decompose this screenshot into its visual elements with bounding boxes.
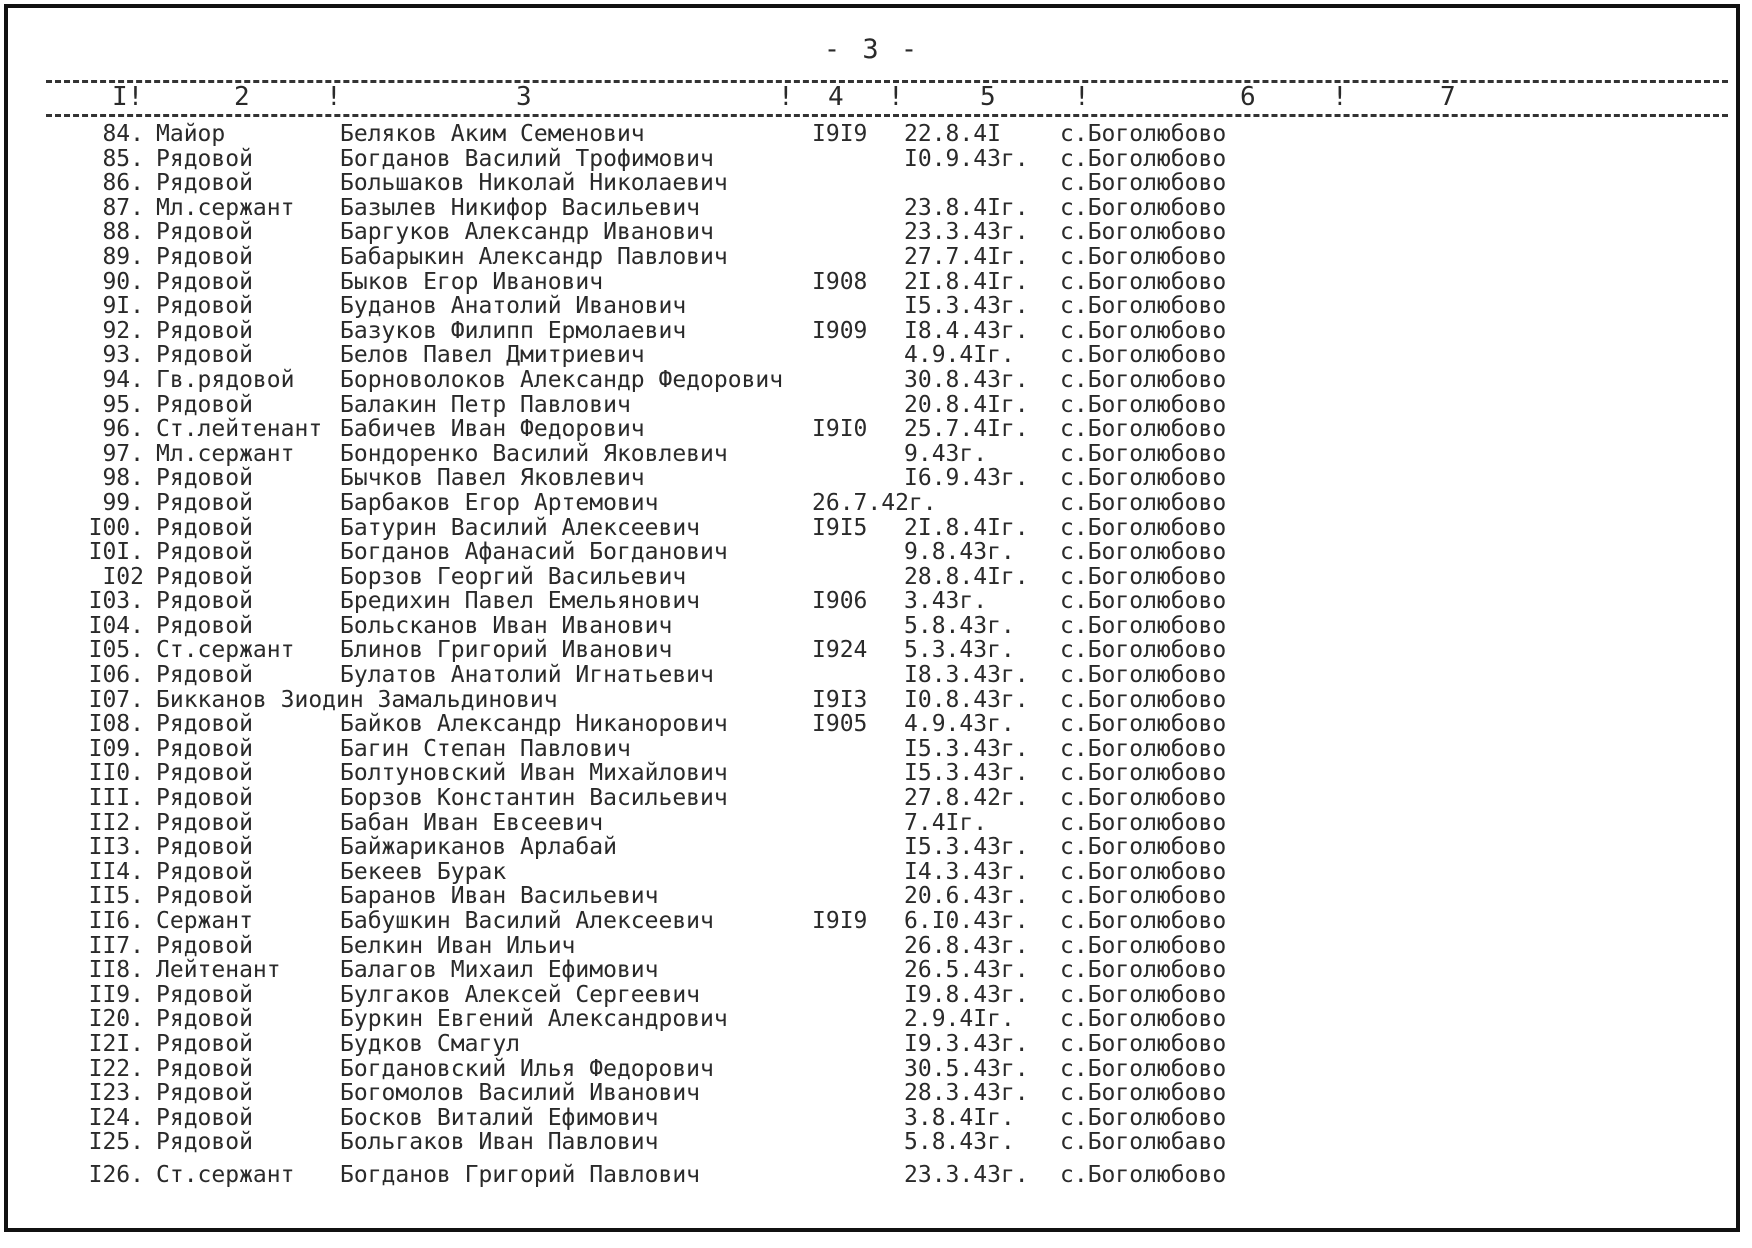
- table-row: [8, 245, 1736, 270]
- row-number: II6.: [88, 908, 144, 934]
- col-header-6: 6: [1240, 82, 1256, 112]
- name-cell: Босков Виталий Ефимович: [340, 1104, 659, 1131]
- table-row: [8, 122, 1736, 147]
- rank-cell: Ст.лейтенант: [156, 416, 323, 443]
- table-row: [8, 270, 1736, 295]
- col-header-sep: !: [326, 82, 342, 112]
- header-bottom-dashes: [46, 114, 1728, 117]
- place-cell: с.Боголюбово: [1060, 957, 1227, 984]
- place-cell: с.Боголюбово: [1060, 416, 1227, 443]
- place-cell: с.Боголюбово: [1060, 981, 1227, 1008]
- place-cell: с.Боголюбово: [1060, 735, 1227, 762]
- row-number: I20.: [88, 1006, 144, 1033]
- date-cell: I5.3.43г.: [904, 760, 1029, 787]
- rank-cell: Мл.сержант: [156, 440, 295, 467]
- birth-year-cell: 26.7.42г.: [812, 489, 937, 516]
- place-cell: с.Боголюбово: [1060, 465, 1227, 492]
- place-cell: с.Боголюбово: [1060, 612, 1227, 639]
- table-row: [8, 294, 1736, 319]
- name-cell: Балакин Петр Павлович: [340, 391, 631, 418]
- name-cell: Барбаков Егор Артемович: [340, 489, 659, 516]
- rank-cell: Рядовой: [156, 1055, 253, 1082]
- row-number: I23.: [88, 1080, 144, 1107]
- place-cell: с.Боголюбово: [1060, 293, 1227, 320]
- date-cell: 2I.8.4Iг.: [904, 514, 1029, 541]
- rank-cell: Рядовой: [156, 489, 253, 516]
- date-cell: I0.9.43г.: [904, 145, 1029, 172]
- place-cell: с.Боголюбово: [1060, 170, 1227, 197]
- row-number: III.: [88, 785, 144, 812]
- name-cell: Булгаков Алексей Сергеевич: [340, 981, 701, 1008]
- row-number: II3.: [88, 834, 144, 861]
- name-cell: Блинов Григорий Иванович: [340, 637, 673, 664]
- rank-cell: Рядовой: [156, 785, 253, 812]
- place-cell: с.Боголюбово: [1060, 834, 1227, 861]
- name-cell: Богдановский Илья Федорович: [340, 1055, 714, 1082]
- rank-cell: Рядовой: [156, 243, 253, 270]
- date-cell: 9.8.43г.: [904, 539, 1015, 566]
- table-row: [8, 196, 1736, 221]
- row-number: 9I.: [102, 293, 144, 320]
- name-cell: Быков Егор Иванович: [340, 268, 604, 295]
- place-cell: с.Боголюбово: [1060, 908, 1227, 934]
- name-cell: Белов Павел Дмитриевич: [340, 342, 645, 369]
- table-row: [8, 589, 1736, 614]
- date-cell: I9.8.43г.: [904, 981, 1029, 1008]
- place-cell: с.Боголюбово: [1060, 145, 1227, 172]
- table-row: [8, 516, 1736, 541]
- table-row: [8, 663, 1736, 688]
- place-cell: с.Боголюбово: [1060, 121, 1227, 147]
- row-number: II9.: [88, 981, 144, 1008]
- rank-cell: Рядовой: [156, 1080, 253, 1107]
- rank-cell: Бикканов Зиодин Замальдинович: [156, 686, 558, 713]
- place-cell: с.Боголюбово: [1060, 637, 1227, 664]
- rank-cell: Рядовой: [156, 834, 253, 861]
- table-row: [8, 466, 1736, 491]
- name-cell: Бабарыкин Александр Павлович: [340, 243, 728, 270]
- row-number: 99.: [102, 489, 144, 516]
- place-cell: с.Боголюбово: [1060, 366, 1227, 393]
- place-cell: с.Боголюбово: [1060, 1006, 1227, 1033]
- birth-year-cell: I908: [812, 268, 868, 295]
- name-cell: Буркин Евгений Александрович: [340, 1006, 728, 1033]
- rank-cell: Рядовой: [156, 563, 253, 590]
- table-row: [8, 417, 1736, 442]
- rank-cell: Рядовой: [156, 170, 253, 197]
- date-cell: I5.3.43г.: [904, 735, 1029, 762]
- table-row: [8, 688, 1736, 713]
- rank-cell: Рядовой: [156, 219, 253, 246]
- table-row: [8, 343, 1736, 368]
- row-number: 97.: [102, 440, 144, 467]
- rank-cell: Рядовой: [156, 981, 253, 1008]
- table-row: [8, 884, 1736, 909]
- rank-cell: Рядовой: [156, 342, 253, 369]
- birth-year-cell: I9I5: [812, 514, 868, 541]
- date-cell: 2I.8.4Iг.: [904, 268, 1029, 295]
- table-row: [8, 786, 1736, 811]
- col-header-3: 3: [516, 82, 532, 112]
- row-number: 98.: [102, 465, 144, 492]
- table-row: [8, 491, 1736, 516]
- date-cell: 23.8.4Iг.: [904, 194, 1029, 221]
- date-cell: 26.8.43г.: [904, 932, 1029, 959]
- row-number: 90.: [102, 268, 144, 295]
- date-cell: I4.3.43г.: [904, 858, 1029, 885]
- table-row: [8, 368, 1736, 393]
- date-cell: 7.4Iг.: [904, 809, 988, 836]
- col-header-2: 2: [234, 82, 250, 112]
- name-cell: Бредихин Павел Емельянович: [340, 588, 701, 615]
- table-row: [8, 393, 1736, 418]
- table-row: [8, 147, 1736, 172]
- place-cell: с.Боголюбово: [1060, 711, 1227, 738]
- date-cell: 9.43г.: [904, 440, 988, 467]
- date-cell: 20.6.43г.: [904, 883, 1029, 910]
- row-number: I03.: [88, 588, 144, 615]
- date-cell: 28.3.43г.: [904, 1080, 1029, 1107]
- name-cell: Богомолов Василий Иванович: [340, 1080, 701, 1107]
- place-cell: с.Боголюбаво: [1060, 1129, 1227, 1156]
- place-cell: с.Боголюбово: [1060, 1055, 1227, 1082]
- name-cell: Больгаков Иван Павлович: [340, 1129, 659, 1156]
- rank-cell: Рядовой: [156, 662, 253, 689]
- table-row: [8, 171, 1736, 196]
- table-row: [8, 934, 1736, 959]
- table-row: [8, 614, 1736, 639]
- row-number: II0.: [88, 760, 144, 787]
- place-cell: с.Боголюбово: [1060, 489, 1227, 516]
- row-number: II7.: [88, 932, 144, 959]
- row-number: I25.: [88, 1129, 144, 1156]
- name-cell: Батурин Василий Алексеевич: [340, 514, 701, 541]
- row-number: 89.: [102, 243, 144, 270]
- row-number: 94.: [102, 366, 144, 393]
- name-cell: Борноволоков Александр Федорович: [340, 366, 784, 393]
- row-number: II8.: [88, 957, 144, 984]
- name-cell: Борзов Константин Васильевич: [340, 785, 728, 812]
- rank-cell: Рядовой: [156, 588, 253, 615]
- date-cell: 27.7.4Iг.: [904, 243, 1029, 270]
- row-number: I08.: [88, 711, 144, 738]
- row-number: I02: [102, 563, 144, 590]
- col-header-7: 7: [1440, 82, 1456, 112]
- rank-cell: Рядовой: [156, 317, 253, 344]
- rank-cell: Рядовой: [156, 1129, 253, 1156]
- birth-year-cell: I9I3: [812, 686, 868, 713]
- rank-cell: Лейтенант: [156, 957, 281, 984]
- col-header-sep: !: [888, 82, 904, 112]
- col-header-4: 4: [828, 82, 844, 112]
- rank-cell: Рядовой: [156, 293, 253, 320]
- name-cell: Богданов Василий Трофимович: [340, 145, 714, 172]
- place-cell: с.Боголюбово: [1060, 243, 1227, 270]
- rank-cell: Рядовой: [156, 268, 253, 295]
- date-cell: 5.8.43г.: [904, 612, 1015, 639]
- table-row: [8, 1007, 1736, 1032]
- rank-cell: Рядовой: [156, 809, 253, 836]
- name-cell: Буданов Анатолий Иванович: [340, 293, 687, 320]
- place-cell: с.Боголюбово: [1060, 1080, 1227, 1107]
- table-row: [8, 1081, 1736, 1106]
- table-row: [8, 811, 1736, 836]
- table-row: [8, 1106, 1736, 1131]
- rank-cell: Рядовой: [156, 1104, 253, 1131]
- place-cell: с.Боголюбово: [1060, 563, 1227, 590]
- date-cell: 27.8.42г.: [904, 785, 1029, 812]
- birth-year-cell: I905: [812, 711, 868, 738]
- name-cell: Большаков Николай Николаевич: [340, 170, 728, 197]
- place-cell: с.Боголюбово: [1060, 539, 1227, 566]
- name-cell: Баранов Иван Васильевич: [340, 883, 659, 910]
- rank-cell: Ст.сержант: [156, 637, 295, 664]
- place-cell: с.Боголюбово: [1060, 1161, 1227, 1188]
- rank-cell: Рядовой: [156, 711, 253, 738]
- rank-cell: Гв.рядовой: [156, 366, 295, 393]
- date-cell: 30.8.43г.: [904, 366, 1029, 393]
- row-number: 95.: [102, 391, 144, 418]
- place-cell: с.Боголюбово: [1060, 1030, 1227, 1057]
- date-cell: I9.3.43г.: [904, 1030, 1029, 1057]
- row-number: 88.: [102, 219, 144, 246]
- name-cell: Белкин Иван Ильич: [340, 932, 576, 959]
- name-cell: Балагов Михаил Ефимович: [340, 957, 659, 984]
- place-cell: с.Боголюбово: [1060, 391, 1227, 418]
- table-row: [8, 860, 1736, 885]
- table-row: [8, 319, 1736, 344]
- rank-cell: Рядовой: [156, 145, 253, 172]
- rank-cell: Рядовой: [156, 858, 253, 885]
- rank-cell: Сержант: [156, 908, 253, 934]
- name-cell: Борзов Георгий Васильевич: [340, 563, 687, 590]
- date-cell: 30.5.43г.: [904, 1055, 1029, 1082]
- date-cell: I6.9.43г.: [904, 465, 1029, 492]
- name-cell: Будков Смагул: [340, 1030, 521, 1057]
- rank-cell: Рядовой: [156, 612, 253, 639]
- place-cell: с.Боголюбово: [1060, 785, 1227, 812]
- roster-table: [8, 122, 1736, 1188]
- table-row: [8, 540, 1736, 565]
- row-number: 86.: [102, 170, 144, 197]
- rank-cell: Рядовой: [156, 514, 253, 541]
- row-number: I0I.: [88, 539, 144, 566]
- row-number: I2I.: [88, 1030, 144, 1057]
- place-cell: с.Боголюбово: [1060, 514, 1227, 541]
- birth-year-cell: I9I9: [812, 121, 868, 147]
- date-cell: 6.I0.43г.: [904, 908, 1029, 934]
- row-number: 84.: [102, 121, 144, 147]
- col-header-1: I!: [112, 82, 144, 112]
- date-cell: 4.9.4Iг.: [904, 342, 1015, 369]
- row-number: 92.: [102, 317, 144, 344]
- rank-cell: Ст.сержант: [156, 1161, 295, 1188]
- birth-year-cell: I9I9: [812, 908, 868, 934]
- table-row: [8, 761, 1736, 786]
- col-header-sep: !: [1332, 82, 1348, 112]
- page-number: - 3 -: [823, 34, 921, 65]
- name-cell: Баргуков Александр Иванович: [340, 219, 714, 246]
- name-cell: Булатов Анатолий Игнатьевич: [340, 662, 714, 689]
- place-cell: с.Боголюбово: [1060, 268, 1227, 295]
- rank-cell: Рядовой: [156, 1030, 253, 1057]
- name-cell: Бабичев Иван Федорович: [340, 416, 645, 443]
- date-cell: I8.3.43г.: [904, 662, 1029, 689]
- row-number: I07.: [88, 686, 144, 713]
- rank-cell: Рядовой: [156, 539, 253, 566]
- name-cell: Бекеев Бурак: [340, 858, 507, 885]
- date-cell: 5.8.43г.: [904, 1129, 1015, 1156]
- table-row: [8, 737, 1736, 762]
- place-cell: с.Боголюбово: [1060, 440, 1227, 467]
- name-cell: Богданов Григорий Павлович: [340, 1161, 701, 1188]
- table-row: [8, 835, 1736, 860]
- row-number: I05.: [88, 637, 144, 664]
- date-cell: 25.7.4Iг.: [904, 416, 1029, 443]
- birth-year-cell: I909: [812, 317, 868, 344]
- rank-cell: Мл.сержант: [156, 194, 295, 221]
- table-row: [8, 983, 1736, 1008]
- name-cell: Базуков Филипп Ермолаевич: [340, 317, 687, 344]
- table-row: [8, 1163, 1736, 1188]
- row-number: II2.: [88, 809, 144, 836]
- rank-cell: Рядовой: [156, 1006, 253, 1033]
- rank-cell: Майор: [156, 121, 226, 147]
- row-number: I04.: [88, 612, 144, 639]
- rank-cell: Рядовой: [156, 932, 253, 959]
- date-cell: 5.3.43г.: [904, 637, 1015, 664]
- name-cell: Беляков Аким Семенович: [340, 121, 645, 147]
- date-cell: 3.43г.: [904, 588, 988, 615]
- name-cell: Болтуновский Иван Михайлович: [340, 760, 728, 787]
- rank-cell: Рядовой: [156, 735, 253, 762]
- row-number: II5.: [88, 883, 144, 910]
- col-header-sep: !: [778, 82, 794, 112]
- date-cell: I5.3.43г.: [904, 293, 1029, 320]
- name-cell: Базылев Никифор Васильевич: [340, 194, 701, 221]
- row-number: I09.: [88, 735, 144, 762]
- row-number: 87.: [102, 194, 144, 221]
- place-cell: с.Боголюбово: [1060, 858, 1227, 885]
- table-row: [8, 1057, 1736, 1082]
- date-cell: 26.5.43г.: [904, 957, 1029, 984]
- place-cell: с.Боголюбово: [1060, 760, 1227, 787]
- row-number: I24.: [88, 1104, 144, 1131]
- place-cell: с.Боголюбово: [1060, 662, 1227, 689]
- table-row: [8, 565, 1736, 590]
- date-cell: 3.8.4Iг.: [904, 1104, 1015, 1131]
- row-number: I22.: [88, 1055, 144, 1082]
- column-header-row: [8, 82, 1736, 112]
- row-number: II4.: [88, 858, 144, 885]
- row-number: I00.: [88, 514, 144, 541]
- table-row: [8, 442, 1736, 467]
- col-header-5: 5: [980, 82, 996, 112]
- place-cell: с.Боголюбово: [1060, 1104, 1227, 1131]
- place-cell: с.Боголюбово: [1060, 342, 1227, 369]
- rank-cell: Рядовой: [156, 465, 253, 492]
- table-row: [8, 220, 1736, 245]
- date-cell: 2.9.4Iг.: [904, 1006, 1015, 1033]
- birth-year-cell: I906: [812, 588, 868, 615]
- place-cell: с.Боголюбово: [1060, 686, 1227, 713]
- date-cell: 23.3.43г.: [904, 219, 1029, 246]
- name-cell: Байков Александр Никанорович: [340, 711, 728, 738]
- document-page: [4, 4, 1740, 1232]
- name-cell: Больсканов Иван Иванович: [340, 612, 673, 639]
- row-number: I26.: [88, 1161, 144, 1188]
- table-row: [8, 712, 1736, 737]
- table-row: [8, 1130, 1736, 1155]
- name-cell: Бычков Павел Яковлевич: [340, 465, 645, 492]
- name-cell: Байжариканов Арлабай: [340, 834, 617, 861]
- date-cell: 4.9.43г.: [904, 711, 1015, 738]
- table-row: [8, 909, 1736, 934]
- name-cell: Бабушкин Василий Алексеевич: [340, 908, 714, 934]
- col-header-sep: !: [1074, 82, 1090, 112]
- place-cell: с.Боголюбово: [1060, 219, 1227, 246]
- table-row: [8, 638, 1736, 663]
- rank-cell: Рядовой: [156, 760, 253, 787]
- table-row: [8, 1032, 1736, 1057]
- date-cell: I5.3.43г.: [904, 834, 1029, 861]
- place-cell: с.Боголюбово: [1060, 317, 1227, 344]
- row-number: I06.: [88, 662, 144, 689]
- place-cell: с.Боголюбово: [1060, 932, 1227, 959]
- date-cell: 22.8.4I: [904, 121, 1001, 147]
- name-cell: Бондоренко Василий Яковлевич: [340, 440, 728, 467]
- row-number: 85.: [102, 145, 144, 172]
- name-cell: Богданов Афанасий Богданович: [340, 539, 728, 566]
- rank-cell: Рядовой: [156, 391, 253, 418]
- birth-year-cell: I924: [812, 637, 868, 664]
- table-row: [8, 958, 1736, 983]
- name-cell: Бабан Иван Евсеевич: [340, 809, 604, 836]
- name-cell: Багин Степан Павлович: [340, 735, 631, 762]
- date-cell: I0.8.43г.: [904, 686, 1029, 713]
- place-cell: с.Боголюбово: [1060, 194, 1227, 221]
- date-cell: 28.8.4Iг.: [904, 563, 1029, 590]
- place-cell: с.Боголюбово: [1060, 883, 1227, 910]
- row-number: 96.: [102, 416, 144, 443]
- date-cell: 20.8.4Iг.: [904, 391, 1029, 418]
- birth-year-cell: I9I0: [812, 416, 868, 443]
- rank-cell: Рядовой: [156, 883, 253, 910]
- place-cell: с.Боголюбово: [1060, 809, 1227, 836]
- row-number: 93.: [102, 342, 144, 369]
- place-cell: с.Боголюбово: [1060, 588, 1227, 615]
- date-cell: 23.3.43г.: [904, 1161, 1029, 1188]
- date-cell: I8.4.43г.: [904, 317, 1029, 344]
